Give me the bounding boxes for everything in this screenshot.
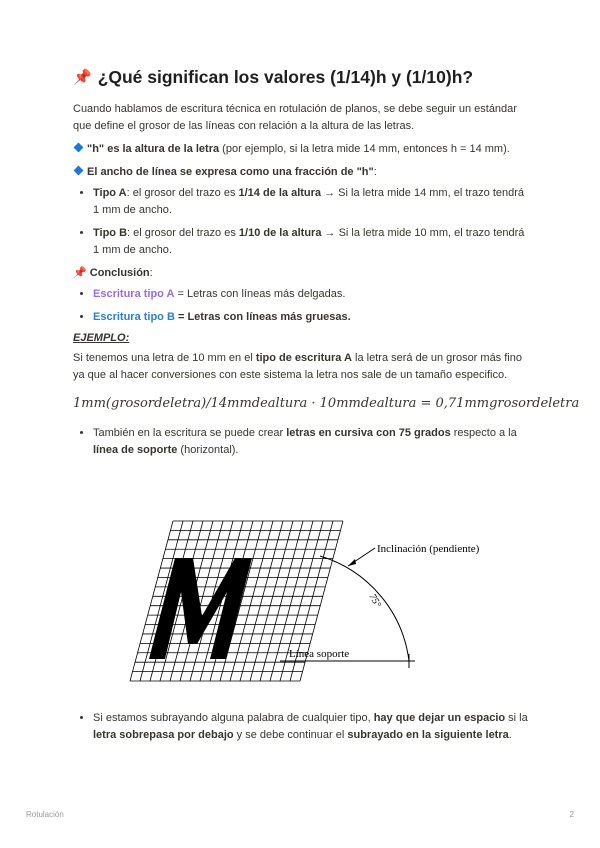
point-line-width-rest: : — [373, 165, 377, 178]
angle-label: 75° — [366, 592, 383, 610]
arrow-head-icon — [348, 559, 356, 566]
tipo-a-text2: → Si la letra mide 14 mm, el trazo tendrá 1 mm de ancho. — [93, 186, 525, 216]
cursiva-b1: letras en cursiva con 75 grados — [286, 426, 451, 439]
escritura-a-text: Letras con líneas más delgadas. — [187, 287, 346, 300]
point-h-rest: (por ejemplo, si la letra mide 14 mm, entonces h = 14 mm). — [219, 142, 510, 155]
tipos-list — [73, 185, 533, 259]
escritura-b-text: Letras con líneas más gruesas. — [187, 310, 351, 323]
ejemplo-paragraph — [73, 350, 533, 384]
list-item — [93, 286, 533, 303]
subrayado-t1: Si estamos subrayando alguna palabra de cualquier tipo, — [93, 712, 374, 724]
cursiva-t2: respecto a la — [450, 426, 517, 439]
list-item — [93, 225, 533, 259]
subrayado-t2: si la — [505, 712, 528, 724]
tipo-a-text1: : el grosor del trazo es — [126, 186, 239, 199]
tipo-b-bold: 1/10 de la altura — [238, 226, 322, 239]
angle-arc — [320, 556, 409, 661]
support-label: Línea soporte — [289, 648, 350, 660]
point-h-bold: "h" es la altura de la letra — [87, 142, 220, 155]
subrayado-t3: y se debe continuar el — [233, 729, 348, 741]
conclusion-heading — [73, 265, 533, 282]
letter-m-glyph — [149, 558, 252, 659]
inclination-diagram — [125, 516, 485, 691]
blue-diamond-icon — [74, 165, 84, 175]
conclusion-list — [73, 286, 533, 326]
pushpin-icon: 📌 — [73, 68, 92, 86]
separator: = — [174, 310, 188, 323]
list-item — [93, 710, 553, 744]
page-title — [73, 66, 533, 89]
cursiva-t1: También en la escritura se puede crear — [93, 426, 287, 439]
subrayado-t4: . — [508, 729, 512, 741]
tipo-b-label: Tipo B — [93, 226, 128, 239]
ejemplo-label: EJEMPLO: — [73, 331, 130, 344]
list-item — [93, 185, 533, 219]
intro-paragraph: Cuando hablamos de escritura técnica en rotulación de planos, se debe seguir un estándar que define el grosor de las líneas con relación a la altura de las letras. — [73, 102, 517, 132]
inclination-label: Inclinación (pendiente) — [377, 543, 480, 555]
page-content — [73, 66, 580, 741]
subrayado-b3: subrayado en la siguiente letra — [347, 729, 509, 741]
tipo-a-label: Tipo A — [93, 186, 127, 199]
list-item — [93, 425, 533, 459]
tipo-b-text1: : el grosor del trazo es — [127, 226, 239, 239]
inclination-figure — [125, 516, 485, 691]
list-item — [93, 309, 533, 326]
subrayado-b1: hay que dejar un espacio — [373, 712, 506, 724]
ejemplo-t2: la letra será de un grosor más fino ya que al hacer conversiones con este sistema la letra nos sale de un tamaño especifico. — [73, 351, 522, 381]
cursiva-t3: (horizontal). — [177, 443, 239, 456]
subrayado-b2: letra sobrepasa por debajo — [93, 729, 234, 741]
page-number: 2 — [569, 810, 574, 819]
formula: 1mm(grosordeletra)/14mmdealtura · 10mmdealtura = 0,71mmgrosordeletra — [73, 395, 580, 411]
footer-title: Rotulación — [26, 810, 64, 819]
point-line-width — [73, 164, 533, 181]
point-line-width-bold: El ancho de línea se expresa como una fracción de "h" — [87, 165, 374, 178]
escritura-a-label: Escritura tipo A — [93, 287, 175, 300]
pushpin-icon: 📌 — [73, 266, 87, 279]
cursiva-list — [73, 425, 533, 459]
point-h-height — [73, 141, 533, 158]
conclusion-label: Conclusión — [89, 266, 150, 279]
escritura-b-label: Escritura tipo B — [93, 310, 175, 323]
ejemplo-t1: Si tenemos una letra de 10 mm en el — [73, 351, 256, 364]
separator: = — [174, 287, 188, 300]
letter-m-text: M — [171, 666, 172, 667]
blue-diamond-icon — [74, 142, 84, 152]
tipo-b-text2: → Si la letra mide 10 mm, el trazo tendrá 1 mm de ancho. — [93, 226, 525, 256]
ejemplo-bold: tipo de escritura A — [255, 351, 352, 364]
page-title-text: ¿Qué significan los valores (1/14)h y (1/10)h? — [97, 67, 474, 87]
conclusion-colon: : — [149, 266, 153, 279]
cursiva-b2: línea de soporte — [93, 443, 178, 456]
subrayado-list — [73, 710, 553, 750]
tipo-a-bold: 1/14 de la altura — [238, 186, 322, 199]
